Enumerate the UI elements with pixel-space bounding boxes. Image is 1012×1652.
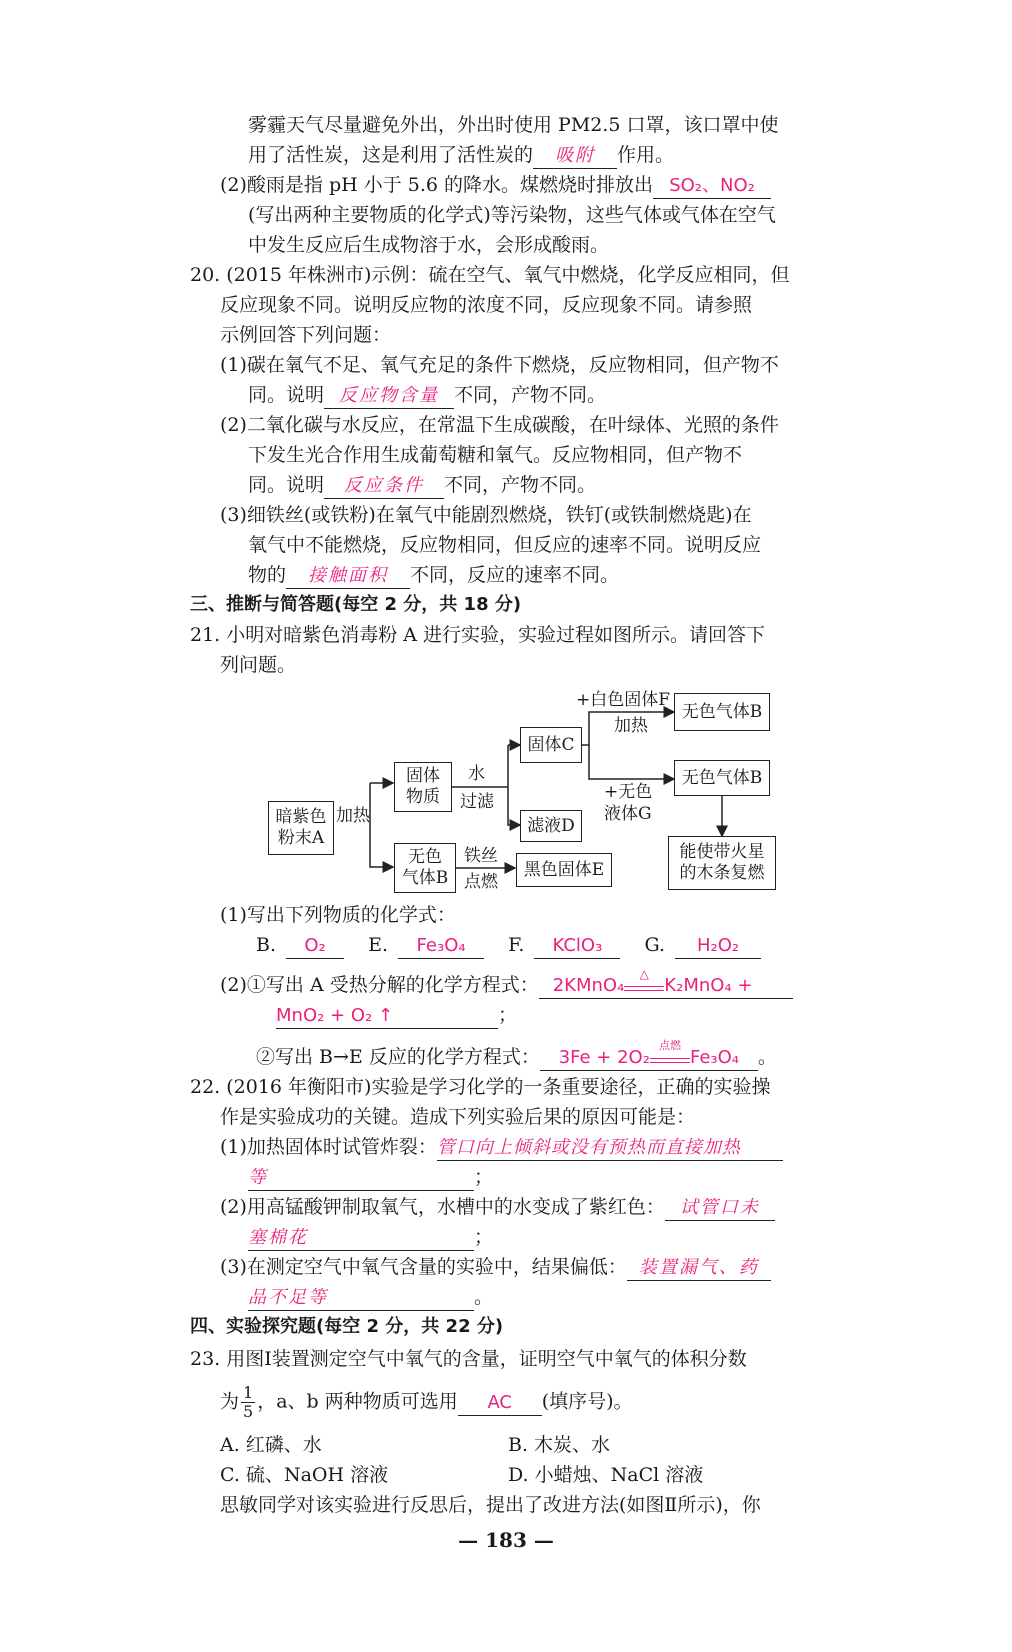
text-line: 下发生光合作用生成葡萄糖和氧气。反应物相同，但产物不 bbox=[248, 444, 743, 466]
text-line: (写出两种主要物质的化学式)等污染物，这些气体或气体在空气 bbox=[248, 204, 776, 226]
answer-blank: AC bbox=[458, 1390, 542, 1416]
box-gas-b-2: 无色气体B bbox=[674, 693, 770, 731]
answer-blank: 吸附 bbox=[533, 143, 617, 169]
text-line: (2)①写出 A 受热分解的化学方程式： 2KMnO₄ △ K₂MnO₄ + bbox=[220, 972, 793, 999]
text-line: 为 $\frac{1}{5}$ ，a、b 两种物质可选用 AC (填序号)。 bbox=[220, 1383, 633, 1421]
text-line: (3)在测定空气中氧气含量的实验中，结果偏低： 装置漏气、药 bbox=[220, 1254, 771, 1281]
equation-condition: 点燃 bbox=[650, 1048, 690, 1063]
section-heading: 三、推断与简答题(每空 2 分，共 18 分) bbox=[190, 594, 522, 615]
answer-blank: O₂ bbox=[286, 933, 344, 959]
box-solid-material: 固体 物质 bbox=[394, 762, 452, 812]
text-line: 同。说明 反应条件 不同，产物不同。 bbox=[248, 472, 596, 499]
answers-formulas: B. O₂ E. Fe₃O₄ F. KClO₃ G. H₂O₂ bbox=[256, 932, 761, 959]
label-heat: 加热 bbox=[336, 806, 370, 826]
answer-blank: 3Fe + 2O₂ 点燃 Fe₃O₄ bbox=[540, 1045, 758, 1071]
question-20: 20. (2015 年株洲市)示例：硫在空气、氧气中燃烧，化学反应相同，但 bbox=[190, 264, 790, 286]
text-line: MnO₂ + O₂ ↑ ； bbox=[276, 1002, 517, 1029]
answer-blank: 试管口未 bbox=[665, 1195, 775, 1221]
text-line: 等 ； bbox=[248, 1164, 493, 1191]
text-line: 思敏同学对该实验进行反思后，提出了改进方法(如图Ⅱ所示)，你 bbox=[220, 1494, 761, 1516]
option-d: D. 小蜡烛、NaCl 溶液 bbox=[508, 1464, 704, 1486]
option-c: C. 硫、NaOH 溶液 bbox=[220, 1464, 389, 1486]
box-filtrate-d: 滤液D bbox=[520, 810, 582, 842]
answer-blank: 接触面积 bbox=[286, 563, 410, 589]
text-line: ②写出 B→E 反应的化学方程式： 3Fe + 2O₂ 点燃 Fe₃O₄ 。 bbox=[256, 1044, 777, 1071]
text-line: 塞棉花 ； bbox=[248, 1224, 493, 1251]
text-line: (1)写出下列物质的化学式： bbox=[220, 904, 456, 926]
label-ignite: 点燃 bbox=[464, 872, 498, 892]
label-colorless: +无色 bbox=[604, 782, 653, 802]
answer-blank: 反应物含量 bbox=[324, 383, 454, 409]
text-line: 作是实验成功的关键。造成下列实验后果的原因可能是： bbox=[220, 1106, 696, 1128]
text-line: 中发生反应后生成物溶于水，会形成酸雨。 bbox=[248, 234, 610, 256]
answer-blank: 装置漏气、药 bbox=[627, 1255, 771, 1281]
fraction: $\frac{1}{5}$ bbox=[243, 1383, 254, 1421]
text-line: (2)酸雨是指 pH 小于 5.6 的降水。煤燃烧时排放出 SO₂、NO₂ bbox=[220, 172, 771, 199]
answer-blank: 品不足等 bbox=[248, 1285, 474, 1311]
label-filter: 过滤 bbox=[460, 792, 494, 812]
text-line: (2)二氧化碳与水反应，在常温下生成碳酸，在叶绿体、光照的条件 bbox=[220, 414, 779, 436]
answer-blank: SO₂、NO₂ bbox=[653, 173, 771, 199]
option-b: B. 木炭、水 bbox=[508, 1434, 611, 1456]
question-22: 22. (2016 年衡阳市)实验是学习化学的一条重要途径，正确的实验操 bbox=[190, 1076, 771, 1098]
answer-blank: 塞棉花 bbox=[248, 1225, 474, 1251]
text-line: (2)用高锰酸钾制取氧气，水槽中的水变成了紫红色： 试管口未 bbox=[220, 1194, 775, 1221]
label-white-solid-f: +白色固体F bbox=[576, 690, 671, 710]
box-solid-c: 固体C bbox=[520, 727, 582, 763]
box-black-solid-e: 黑色固体E bbox=[516, 853, 612, 887]
text-line: 列问题。 bbox=[220, 654, 297, 676]
box-purple-powder-a: 暗紫色 粉末A bbox=[268, 801, 334, 855]
text-line: 物的 接触面积 不同，反应的速率不同。 bbox=[248, 562, 619, 589]
box-gas-b: 无色 气体B bbox=[394, 843, 456, 893]
text-line: 品不足等 。 bbox=[248, 1284, 493, 1311]
label-liquid-g: 液体G bbox=[604, 804, 652, 824]
page-number: — 183 — bbox=[458, 1528, 554, 1552]
answer-blank: MnO₂ + O₂ ↑ bbox=[276, 1003, 498, 1029]
answer-blank: 反应条件 bbox=[324, 473, 444, 499]
answer-blank: 等 bbox=[248, 1165, 474, 1191]
question-21: 21. 小明对暗紫色消毒粉 A 进行实验，实验过程如图所示。请回答下 bbox=[190, 624, 766, 646]
section-heading: 四、实验探究题(每空 2 分，共 22 分) bbox=[190, 1316, 504, 1337]
question-23: 23. 用图Ⅰ装置测定空气中氧气的含量，证明空气中氧气的体积分数 bbox=[190, 1348, 747, 1370]
text-line: 同。说明 反应物含量 不同，产物不同。 bbox=[248, 382, 606, 409]
text-line: (1)碳在氧气不足、氧气充足的条件下燃烧，反应物相同，但产物不 bbox=[220, 354, 779, 376]
text-line: 雾霾天气尽量避免外出，外出时使用 PM2.5 口罩，该口罩中使 bbox=[248, 114, 779, 136]
text-line: (3)细铁丝(或铁粉)在氧气中能剧烈燃烧，铁钉(或铁制燃烧匙)在 bbox=[220, 504, 752, 526]
equation-condition: △ bbox=[624, 976, 664, 991]
text-line: 氧气中不能燃烧，反应物相同，但反应的速率不同。说明反应 bbox=[248, 534, 762, 556]
text-line: 示例回答下列问题： bbox=[220, 324, 392, 346]
answer-blank: 管口向上倾斜或没有预热而直接加热 bbox=[437, 1135, 783, 1161]
box-gas-b-3: 无色气体B bbox=[674, 760, 770, 796]
option-a: A. 红磷、水 bbox=[220, 1434, 322, 1456]
answer-blank: 2KMnO₄ △ K₂MnO₄ + bbox=[539, 973, 793, 999]
text-line: 反应现象不同。说明反应物的浓度不同，反应现象不同。请参照 bbox=[220, 294, 753, 316]
label-iron-wire: 铁丝 bbox=[464, 846, 498, 866]
label-water: 水 bbox=[468, 764, 485, 784]
answer-blank: H₂O₂ bbox=[675, 933, 761, 959]
label-heat-2: 加热 bbox=[614, 716, 648, 736]
text-line: 用了活性炭，这是利用了活性炭的 吸附 作用。 bbox=[248, 142, 674, 169]
answer-blank: KClO₃ bbox=[534, 933, 620, 959]
box-relight-splint: 能使带火星 的木条复燃 bbox=[668, 836, 776, 890]
text-line: (1)加热固体时试管炸裂：管口向上倾斜或没有预热而直接加热 bbox=[220, 1134, 783, 1161]
answer-blank: Fe₃O₄ bbox=[398, 933, 484, 959]
